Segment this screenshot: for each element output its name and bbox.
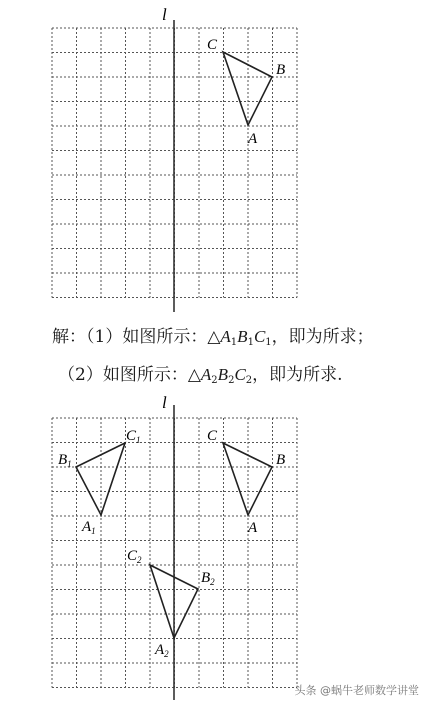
solution-part-2	[0, 360, 427, 388]
part1-c-sub: 1	[265, 337, 272, 348]
watermark: 头条 @蜗牛老师数学讲堂	[294, 684, 419, 697]
label-b1: $B_1$	[58, 452, 72, 469]
part1-b-sub: 1	[247, 337, 254, 348]
part2-b: B	[217, 365, 229, 384]
part2-prefix: （2）如图所示：	[58, 365, 188, 385]
label-b2: $B_2$	[201, 570, 215, 587]
label-c-1: C	[207, 37, 218, 53]
part2-suffix: ，即为所求.	[252, 365, 343, 385]
label-c-2: C	[207, 428, 218, 444]
part1-prefix: 解：（1）如图所示：	[52, 327, 208, 347]
part2-a-sub: 2	[211, 375, 218, 386]
part1-suffix: ，即为所求；	[271, 327, 374, 347]
part1-triangle-symbol: △	[207, 327, 221, 347]
part2-triangle-symbol: △	[187, 365, 201, 385]
label-c2: $C_2$	[127, 548, 142, 565]
label-b-1: B	[276, 62, 286, 78]
solution-part-1	[0, 322, 427, 350]
part2-c-sub: 2	[245, 375, 253, 386]
part1-b: B	[237, 327, 248, 346]
label-a-2: A	[248, 520, 258, 536]
axis-label-1: l	[162, 5, 167, 24]
label-a2: $A_2$	[155, 642, 169, 659]
label-a-1: A	[248, 131, 258, 147]
axis-label-2: l	[162, 393, 167, 412]
part1-a: A	[220, 327, 231, 346]
label-b-2: B	[276, 452, 286, 468]
part2-a: A	[200, 365, 212, 384]
label-c1: $C_1$	[126, 428, 141, 445]
part2-b-sub: 2	[228, 375, 235, 386]
part1-a-sub: 1	[230, 337, 238, 348]
part2-c: C	[234, 365, 246, 384]
label-a1: $A_1$	[82, 519, 96, 536]
part1-c: C	[253, 327, 266, 346]
